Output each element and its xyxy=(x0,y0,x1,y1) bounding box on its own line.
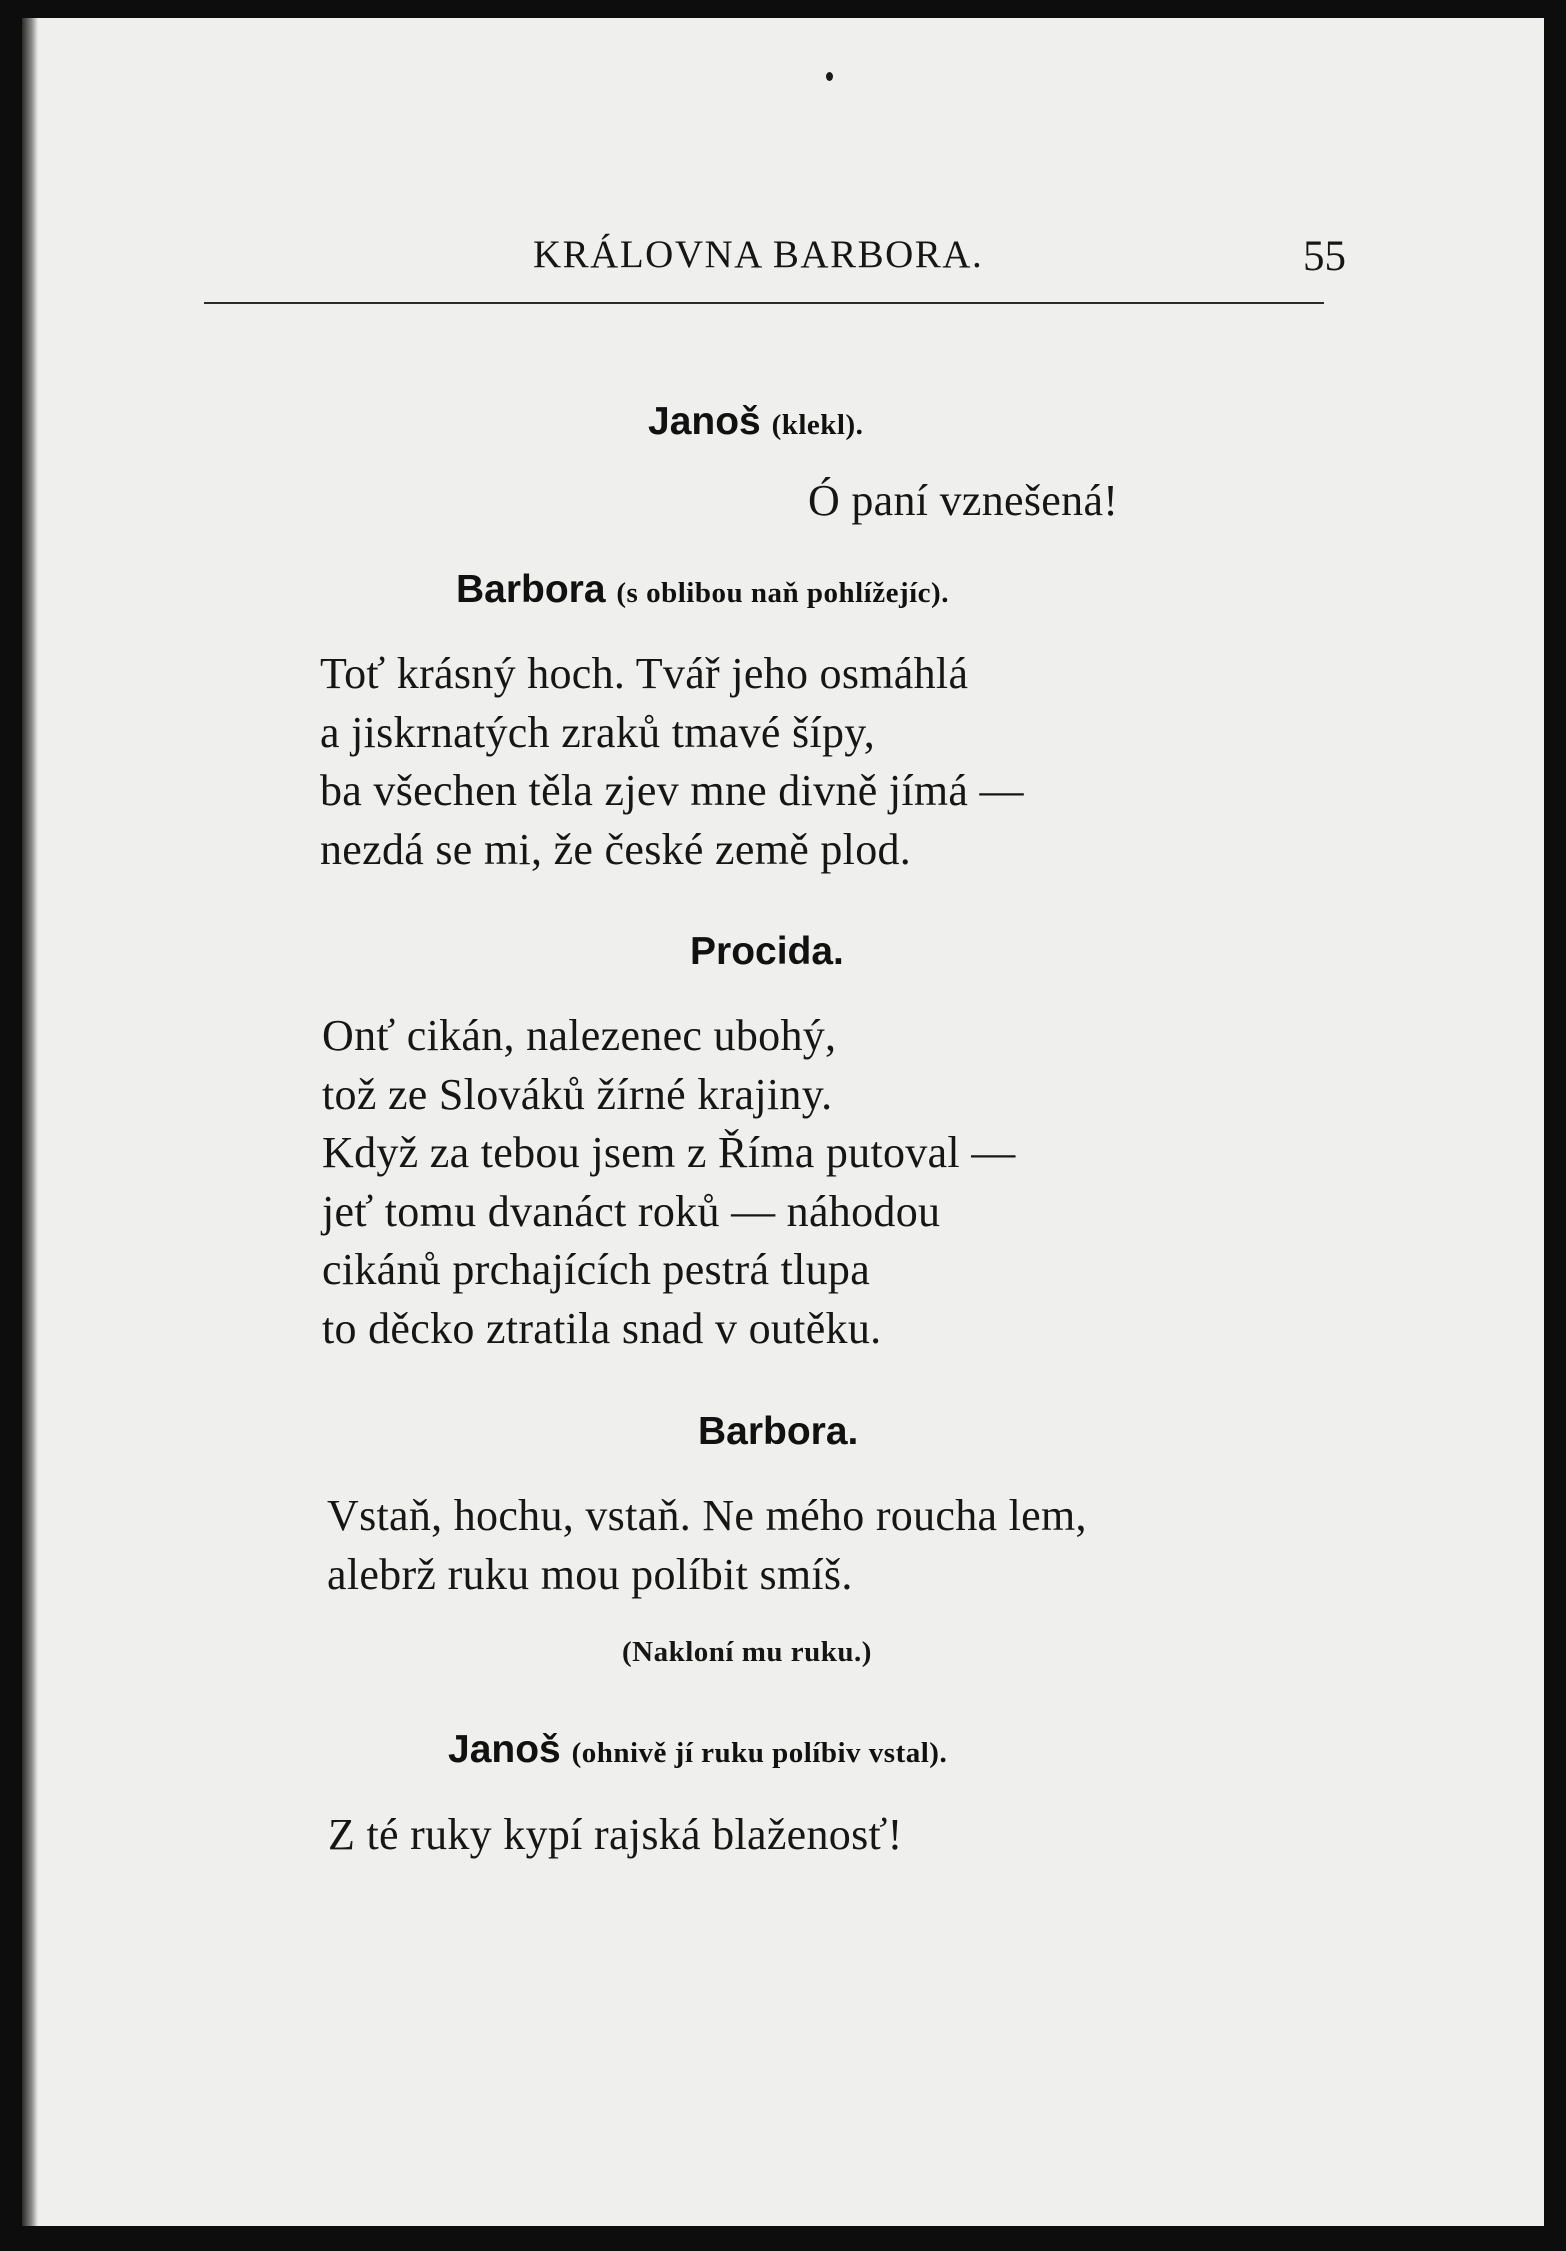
stage-direction: (s oblibou naň pohlížejíc). xyxy=(616,577,949,609)
speaker-heading xyxy=(456,568,949,612)
verse-line: a jiskrnatých zraků tmavé šípy, xyxy=(320,707,876,757)
stage-direction: (Nakloní mu ruku.) xyxy=(622,1636,872,1668)
page-header xyxy=(204,232,1346,292)
speaker-name: Janoš xyxy=(448,1728,561,1771)
verse-stanza xyxy=(322,1007,1016,1358)
speaker-heading xyxy=(448,1728,947,1772)
header-rule xyxy=(204,302,1324,304)
speaker-heading xyxy=(698,1410,858,1454)
verse-line: Ó paní vznešená! xyxy=(808,476,1119,525)
stage-direction: (klekl). xyxy=(771,409,864,441)
verse-line: ba všechen těla zjev mne divně jímá — xyxy=(320,766,1024,815)
speaker-name: Barbora xyxy=(456,568,606,611)
verse-line: Vstaň, hochu, vstaň. Ne mého roucha lem, xyxy=(327,1491,1087,1540)
page-spine-shadow xyxy=(22,18,38,2226)
verse-line: Když za tebou jsem z Říma putoval — xyxy=(322,1128,1016,1177)
verse-line: Toť krásný hoch. Tvář jeho osmáhlá xyxy=(320,649,969,698)
running-title: KRÁLOVNA BARBORA. xyxy=(533,233,984,276)
speaker-name: Procida. xyxy=(690,930,844,973)
speaker-heading xyxy=(648,400,863,444)
verse-line: Onť cikán, nalezenec ubohý, xyxy=(322,1011,837,1060)
page-number: 55 xyxy=(1303,233,1346,280)
ink-speck xyxy=(826,72,833,81)
verse-line: jeť tomu dvanáct roků — náhodou xyxy=(322,1186,941,1236)
speaker-name: Barbora. xyxy=(698,1410,859,1453)
verse-line: Z té ruky kypí rajská blaženosť! xyxy=(328,1810,903,1859)
verse-line: cikánů prchajících pestrá tlupa xyxy=(322,1245,871,1294)
verse-stanza xyxy=(320,645,1024,879)
verse-line: nezdá se mi, že české země plod. xyxy=(320,824,912,874)
verse-stanza xyxy=(327,1487,1087,1604)
verse-line: tož ze Slováků žírné krajiny. xyxy=(322,1069,833,1119)
verse-line: alebrž ruku mou políbit smíš. xyxy=(327,1549,853,1599)
speaker-heading xyxy=(690,930,844,974)
stage-direction: (ohnivě jí ruku políbiv vstal). xyxy=(571,1737,948,1769)
verse-line: to děcko ztratila snad v outěku. xyxy=(322,1303,882,1353)
speaker-name: Janoš xyxy=(648,400,761,443)
